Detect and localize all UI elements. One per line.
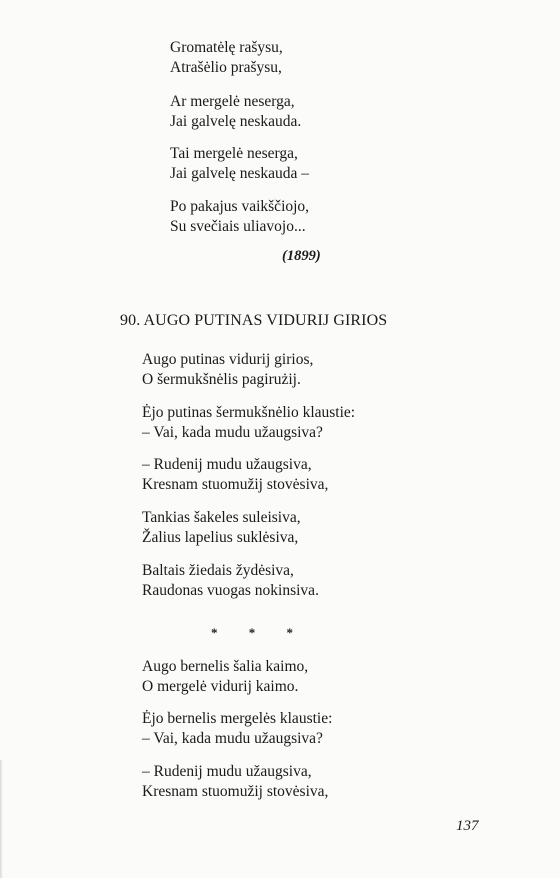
poem-line: Atrašėlio prašysu, [170, 59, 282, 76]
poem-line: O šermukšnėlis pagirużij. [142, 371, 301, 388]
poem-line: Ėjo bernelis mergelės klaustie: [142, 710, 333, 727]
poem-line: Kresnam stuomužij stovėsiva, [142, 783, 329, 800]
poem-line: Su svečiais uliavojo... [170, 218, 306, 235]
poem-stanza [170, 197, 309, 237]
poem-line: Po pakajus vaikščiojo, [170, 198, 310, 215]
poem-line: O mergelė vidurij kaimo. [142, 678, 299, 695]
poem-line: – Rudenij mudu užaugsiva, [142, 456, 312, 473]
poem-stanza [142, 403, 355, 443]
poem-line: Baltais žiedais žydėsiva, [142, 562, 294, 579]
poem-line: – Rudenij mudu užaugsiva, [142, 763, 312, 780]
poem-line: Tankias šakeles suleisiva, [142, 509, 301, 526]
poem-date: (1899) [282, 248, 321, 264]
poem-stanza [170, 144, 309, 184]
poem-line: Augo bernelis šalia kaimo, [142, 658, 309, 675]
poem-stanza [142, 762, 328, 802]
page-edge-shadow [0, 760, 3, 878]
poem-line: Tai mergelė neserga, [170, 145, 298, 162]
poem-line: Ar mergelė neserga, [170, 93, 295, 110]
poem-line: – Vai, kada mudu užaugsiva? [142, 730, 323, 747]
poem-stanza [142, 709, 332, 749]
poem-line: Žalius lapelius suklėsiva, [142, 529, 299, 546]
poem-line: Jai galvelę neskauda – [170, 165, 310, 182]
poem-line: Ėjo putinas šermukšnėlio klaustie: [142, 404, 356, 421]
poem-stanza [142, 657, 308, 697]
poem-line: Jai galvelę neskauda. [170, 113, 302, 130]
poem-stanza [142, 508, 301, 548]
poem-line: Augo putinas vidurij girios, [142, 351, 314, 368]
poem-stanza [142, 350, 313, 390]
poem-line: Kresnam stuomužij stovėsiva, [142, 476, 329, 493]
poem-stanza [170, 92, 301, 132]
poem-stanza [170, 38, 283, 78]
poem-line: – Vai, kada mudu užaugsiva? [142, 424, 323, 441]
poem-line: Raudonas vuogas nokinsiva. [142, 582, 319, 599]
page-number: 137 [456, 818, 479, 834]
section-separator: * * * [211, 625, 307, 640]
song-heading: 90. AUGO PUTINAS VIDURIJ GIRIOS [120, 312, 388, 329]
poem-stanza [142, 561, 319, 601]
poem-line: Gromatėlę rašysu, [170, 39, 283, 56]
poem-stanza [142, 455, 328, 495]
